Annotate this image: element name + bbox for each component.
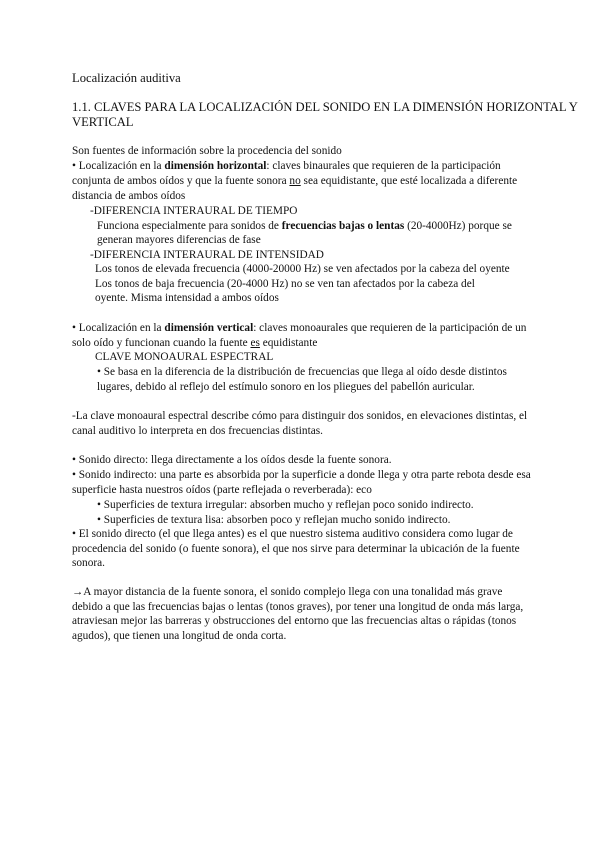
text-segment: conjunta de ambos oídos y que la fuente sonora: [72, 175, 290, 187]
text-segment: • Localización en la: [72, 160, 165, 172]
bold-text: dimensión vertical: [164, 322, 254, 334]
text-segment: Son fuentes de información sobre la procedencia del sonido: [72, 145, 342, 157]
text-line: [97, 219, 512, 233]
text-segment: Los tonos de baja frecuencia (20-4000 Hz) no se ven tan afectados por la cabeza del: [95, 278, 475, 290]
text-line: [97, 365, 507, 379]
text-line: [90, 204, 297, 218]
text-segment: • El sonido directo (el que llega antes) es el que nuestro sistema auditivo considera como lugar de: [72, 528, 513, 540]
text-segment: Funciona especialmente para sonidos de: [97, 220, 282, 232]
text-segment: -DIFERENCIA INTERAURAL DE TIEMPO: [90, 205, 298, 217]
text-segment: -La clave monoaural espectral describe cómo para distinguir dos sonidos, en elevaciones distintas, el: [72, 410, 528, 422]
text-segment: • Localización en la: [72, 322, 165, 334]
text-line: [72, 600, 523, 614]
text-line: [90, 248, 324, 262]
text-segment: • Se basa en la diferencia de la distribución de frecuencias que llega al oído desde distintos: [97, 366, 507, 378]
text-segment: • Sonido directo: llega directamente a los oídos desde la fuente sonora.: [72, 454, 392, 466]
text-segment: VERTICAL: [72, 115, 134, 129]
bold-text: dimensión horizontal: [164, 160, 267, 172]
text-line: [72, 483, 372, 497]
text-segment: debido a que las frecuencias bajas o lentas (tonos graves), por tener una longitud de onda más larga,: [72, 601, 524, 613]
underlined-text: es: [250, 337, 260, 349]
text-segment: : claves monoaurales que requieren de la participación de un: [253, 322, 527, 334]
text-segment: (20-4000Hz) porque se: [404, 220, 512, 232]
section-heading-line: [72, 100, 578, 114]
text-segment: • Superficies de textura irregular: absorben mucho y reflejan poco sonido indirecto.: [97, 499, 474, 511]
text-line: [72, 527, 513, 541]
text-line: [72, 629, 286, 643]
text-segment: Localización auditiva: [72, 71, 181, 85]
text-segment: oyente. Misma intensidad a ambos oídos: [95, 292, 279, 304]
text-segment: sonora.: [72, 557, 105, 569]
text-line: [72, 453, 392, 467]
text-line: [72, 424, 323, 438]
text-segment: CLAVE MONOAURAL ESPECTRAL: [95, 351, 274, 363]
text-line: [72, 144, 342, 158]
text-segment: generan mayores diferencias de fase: [97, 234, 261, 246]
text-segment: sea equidistante, que esté localizada a diferente: [300, 175, 518, 187]
text-segment: Los tonos de elevada frecuencia (4000-20000 Hz) se ven afectados por la cabeza del oyente: [95, 263, 510, 275]
text-line: [72, 174, 517, 188]
text-line: [72, 556, 105, 570]
text-line: [72, 409, 527, 423]
text-line: [95, 350, 273, 364]
text-segment: canal auditivo lo interpreta en dos frecuencias distintas.: [72, 425, 323, 437]
text-segment: equidistante: [259, 337, 318, 349]
text-line: [97, 233, 261, 247]
text-segment: • Sonido indirecto: una parte es absorbida por la superficie a donde llega y otra parte rebota desde esa: [72, 469, 531, 481]
text-segment: atraviesan mejor las barreras y obstrucciones del entorno que las frecuencias altas o rápidas (tonos: [72, 615, 517, 627]
text-line: [72, 189, 185, 203]
text-line: [97, 498, 474, 512]
underlined-text: no: [289, 175, 301, 187]
text-line: [95, 291, 279, 305]
text-line: [95, 277, 475, 291]
text-segment: distancia de ambos oídos: [72, 190, 186, 202]
document-title: [72, 71, 181, 85]
bold-text: frecuencias bajas o lentas: [281, 220, 405, 232]
text-segment: : claves binaurales que requieren de la participación: [266, 160, 501, 172]
text-line: [95, 262, 510, 276]
text-line: [97, 380, 475, 394]
text-line: [72, 585, 502, 599]
text-segment: solo oído y funcionan cuando la fuente: [72, 337, 251, 349]
text-line: [72, 336, 317, 350]
text-segment: -DIFERENCIA INTERAURAL DE INTENSIDAD: [90, 249, 324, 261]
text-line: [72, 542, 520, 556]
text-segment: lugares, debido al reflejo del estímulo sonoro en los pliegues del pabellón auricular.: [97, 381, 475, 393]
text-line: [72, 468, 531, 482]
text-line: [72, 321, 526, 335]
text-line: [72, 159, 501, 173]
text-segment: agudos), que tienen una longitud de onda corta.: [72, 630, 287, 642]
text-segment: 1.1. CLAVES PARA LA LOCALIZACIÓN DEL SONIDO EN LA DIMENSIÓN HORIZONTAL Y: [72, 100, 578, 114]
text-line: [97, 513, 450, 527]
text-segment: • Superficies de textura lisa: absorben poco y reflejan mucho sonido indirecto.: [97, 514, 451, 526]
text-line: [72, 614, 516, 628]
section-heading-line: [72, 115, 134, 129]
text-segment: →A mayor distancia de la fuente sonora, el sonido complejo llega con una tonalidad más grave: [72, 586, 503, 598]
text-segment: procedencia del sonido (o fuente sonora), el que nos sirve para determinar la ubicación de la fuente: [72, 543, 520, 555]
text-segment: superficie hasta nuestros oídos (parte reflejada o reverberada): eco: [72, 484, 372, 496]
